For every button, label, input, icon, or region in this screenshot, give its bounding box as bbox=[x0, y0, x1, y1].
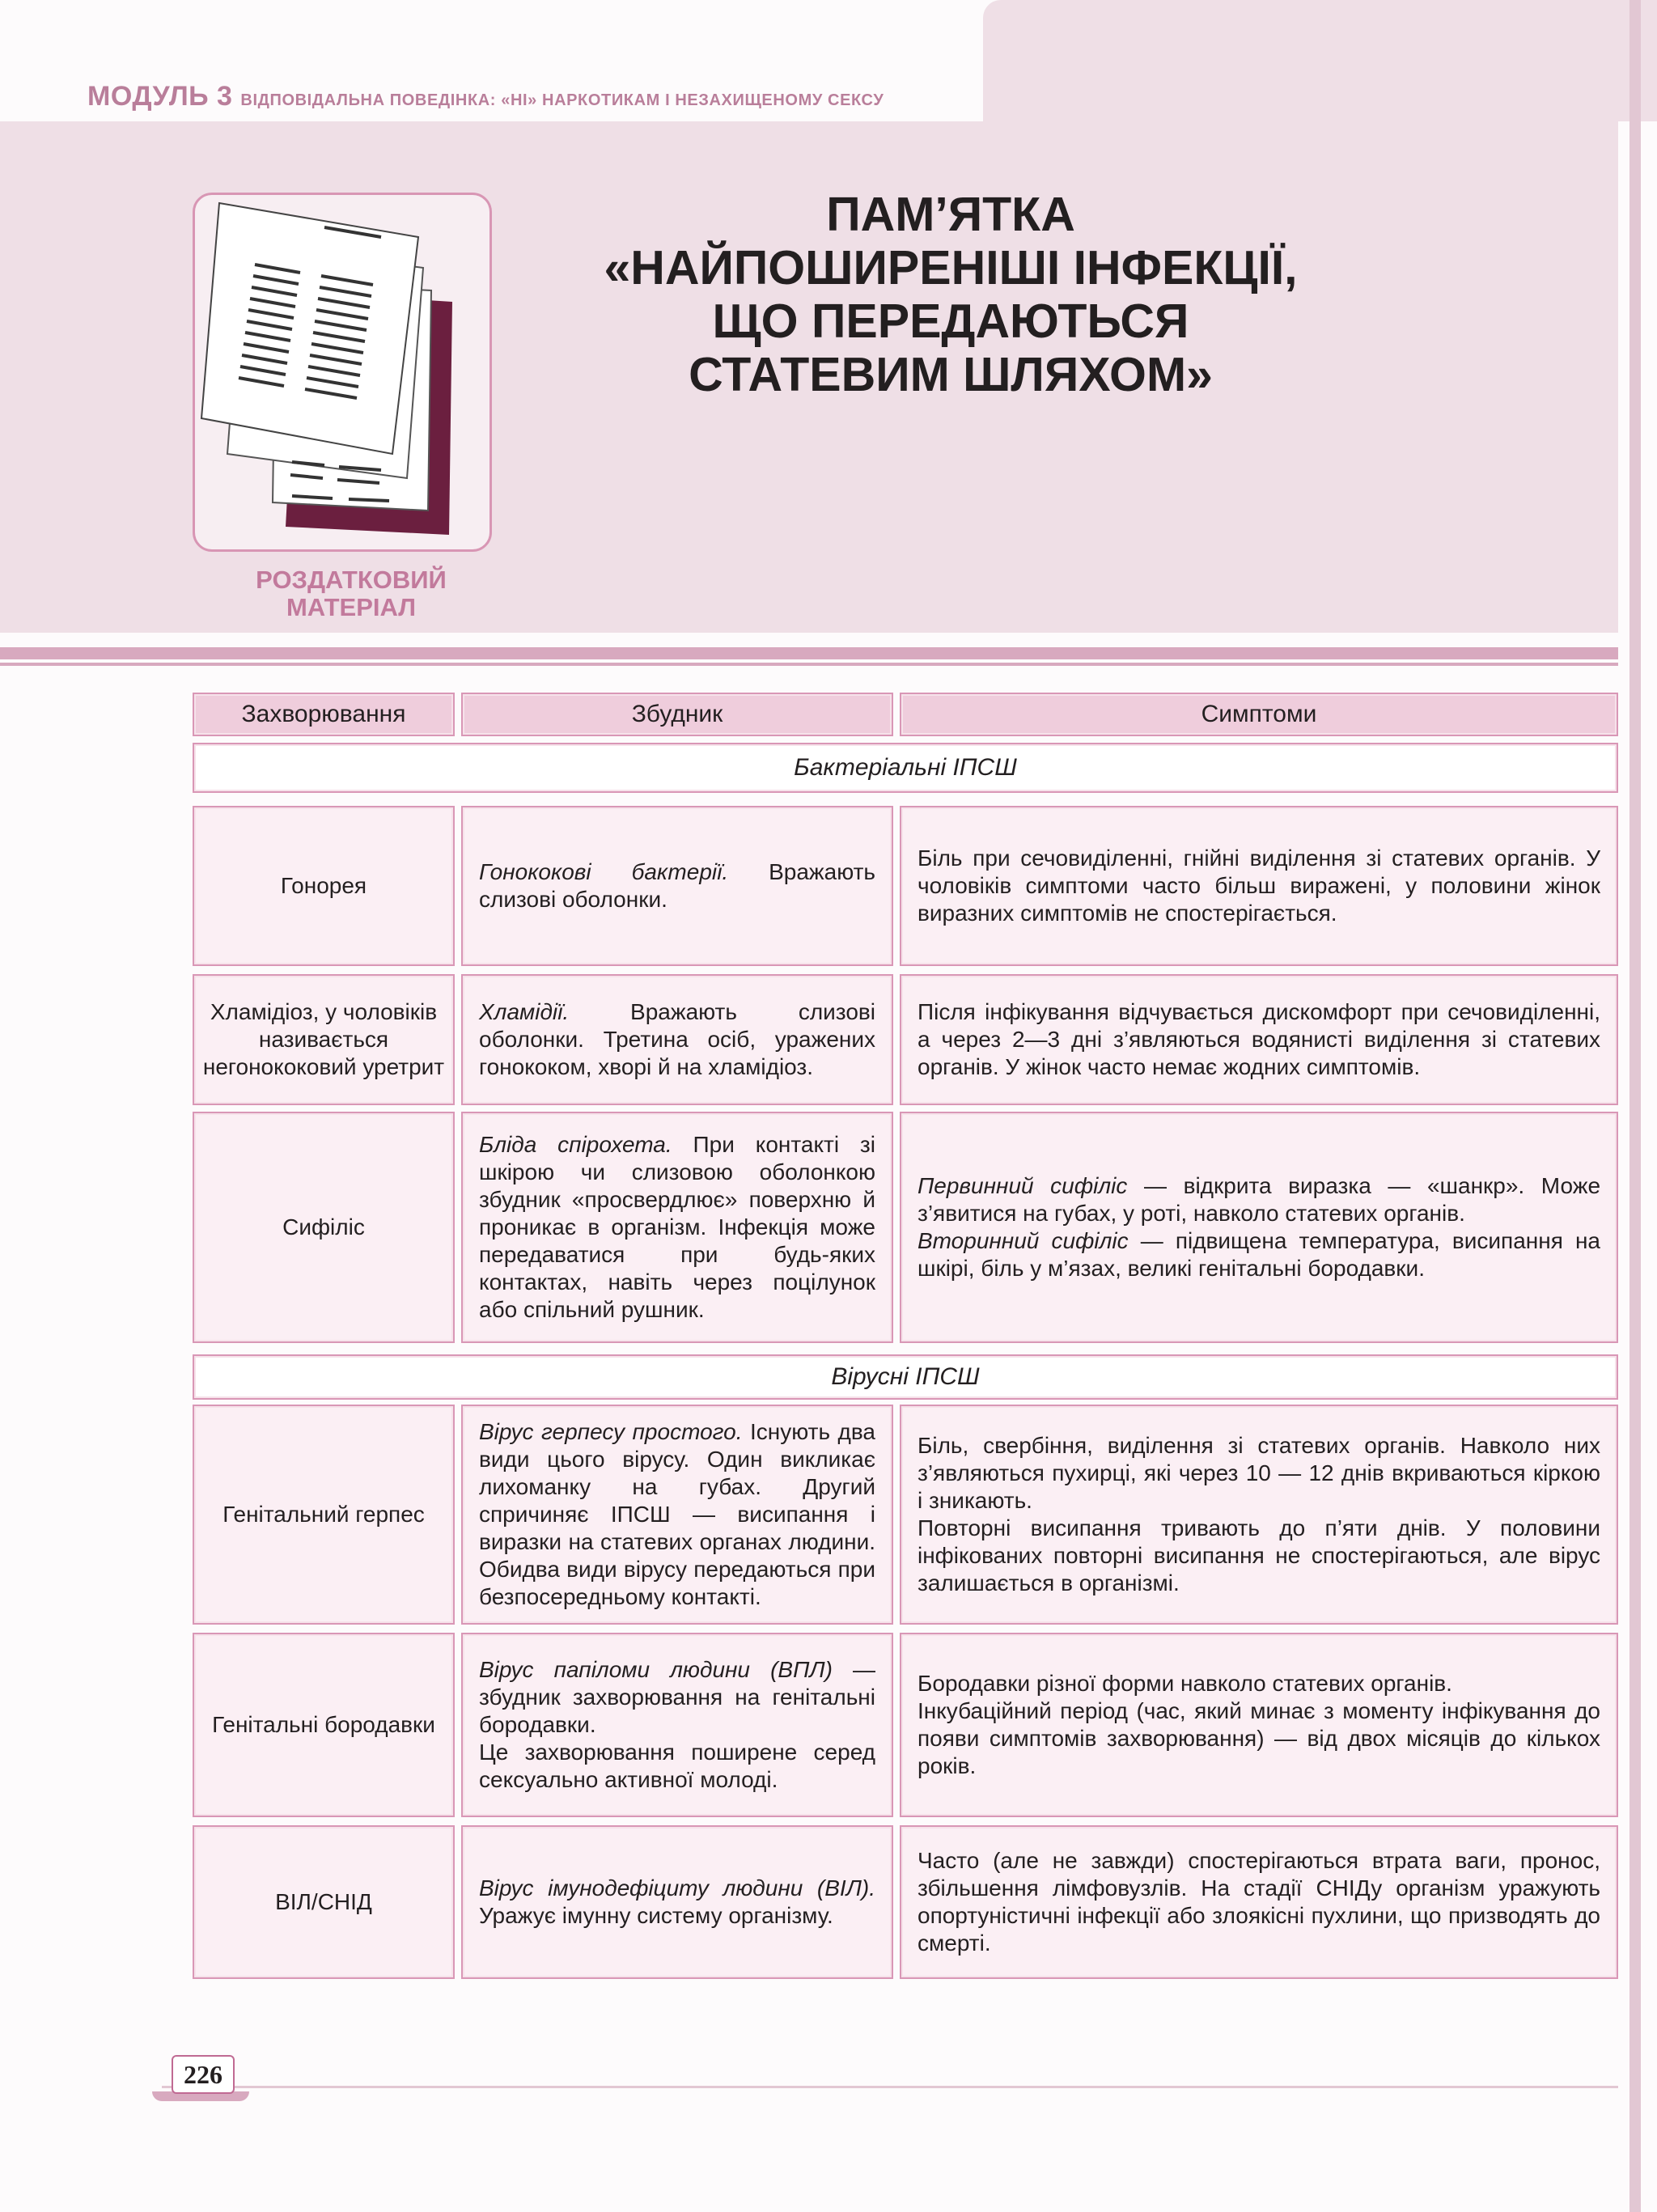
pathogen-name: Вірус імунодефіциту людини (ВІЛ). bbox=[479, 1875, 875, 1901]
header-disease: Захворювання bbox=[193, 693, 455, 736]
table-row-symptoms bbox=[900, 1112, 1618, 1343]
header-symptoms: Симптоми bbox=[900, 693, 1618, 736]
handout-label: РОЗДАТКОВИЙ МАТЕРІАЛ bbox=[256, 566, 447, 621]
page-title bbox=[526, 188, 1375, 401]
symptoms-text: Інкубаційний період (час, який минає з моменту інфікування до появи симптомів захворювання) — від двох місяців до кількох років. bbox=[917, 1698, 1600, 1778]
pathogen-name: Вірус папіломи людини (ВПЛ) bbox=[479, 1657, 833, 1682]
handout-papers-icon bbox=[195, 195, 489, 549]
section-bacterial: Бактеріальні ІПСШ bbox=[193, 743, 1618, 793]
symptoms-text: — відкрита виразка — «шанкр». Може з’явитися на губах, у роті, навколо статевих органів. bbox=[917, 1173, 1601, 1226]
divider-stripes bbox=[0, 647, 1618, 668]
symptoms-text: Біль при сечовиділенні, гнійні виділення зі статевих органів. У чоловіків симптоми часто більш виражені, у половини жінок виразних симптомів не спостерігається. bbox=[917, 845, 1600, 926]
pathogen-text: Існують два види цього вірусу. Один викликає лихоманку на губах. Другий спричиняє ІПСШ — висипання і виразки на статевих органах людини. Обидва види вірусу передаються при безпосередньому контакті. bbox=[479, 1419, 875, 1609]
table-row-pathogen bbox=[461, 1112, 893, 1343]
table-row-pathogen bbox=[461, 1825, 893, 1979]
symptoms-text: — підвищена температура, висипання на шкірі, біль у м’язах, великі генітальні бородавки. bbox=[917, 1228, 1600, 1281]
disease-name: ВІЛ/СНІД bbox=[275, 1889, 372, 1914]
symptoms-text: Біль, свербіння, виділення зі статевих органів. Навколо них з’являються пухирці, які через 10 — 12 днів вкриваються кіркою і зникають. bbox=[917, 1433, 1600, 1513]
table-row-symptoms bbox=[900, 806, 1618, 966]
disease-name: Гонорея bbox=[280, 873, 367, 898]
table-row-disease bbox=[193, 1405, 455, 1625]
symptoms-text: Повторні висипання тривають до п’яти днів. У половини інфікованих повторні висипання не спостерігаються, але вірус залишається в організмі. bbox=[917, 1515, 1600, 1595]
disease-name: Сифіліс bbox=[282, 1214, 365, 1239]
title-line: «НАЙПОШИРЕНІШІ ІНФЕКЦІЇ, bbox=[604, 241, 1298, 295]
pathogen-text: — збудник захворювання на генітальні бородавки. bbox=[479, 1657, 875, 1737]
title-line: ЩО ПЕРЕДАЮТЬСЯ bbox=[712, 295, 1189, 348]
table-row-symptoms bbox=[900, 1633, 1618, 1817]
symptoms-paragraph bbox=[917, 1227, 1600, 1282]
table-row-disease bbox=[193, 1112, 455, 1343]
table-row-disease bbox=[193, 974, 455, 1105]
pathogen-text: Уражує імунну систему організму. bbox=[479, 1903, 833, 1928]
table-row-disease bbox=[193, 806, 455, 966]
header-tab bbox=[983, 0, 1657, 121]
symptoms-text: Бородавки різної форми навколо статевих органів. bbox=[917, 1671, 1452, 1696]
pathogen-text: Це захворювання поширене серед сексуально активної молоді. bbox=[479, 1740, 875, 1792]
module-heading bbox=[87, 81, 884, 112]
handout-icon-frame bbox=[193, 193, 492, 552]
symptoms-text: Після інфікування відчувається дискомфорт при сечовиділенні, а через 2—3 дні з’являються водянисті виділення зі статевих органів. У жінок часто немає жодних симптомів. bbox=[917, 999, 1600, 1079]
symptoms-paragraph bbox=[917, 1172, 1600, 1227]
table-row-pathogen bbox=[461, 1405, 893, 1625]
pathogen-text: Вражають слизові оболонки. bbox=[479, 859, 875, 912]
table-row-symptoms bbox=[900, 1825, 1618, 1979]
symptoms-text: Часто (але не завжди) спостерігаються втрата ваги, пронос, збільшення лімфовузлів. На стадії СНІДу організм уражують опортуністичні інфекції або злоякісні пухлини, що призводять до смерті. bbox=[917, 1848, 1600, 1956]
page-number: 226 bbox=[172, 2055, 235, 2094]
pathogen-paragraph bbox=[479, 1656, 875, 1739]
pathogen-name: Бліда спірохета. bbox=[479, 1132, 672, 1157]
pathogen-name: Вірус герпесу простого. bbox=[479, 1419, 743, 1444]
table-row-pathogen bbox=[461, 1633, 893, 1817]
section-viral: Вірусні ІПСШ bbox=[193, 1354, 1618, 1400]
symptoms-term: Вторинний сифіліс bbox=[917, 1228, 1129, 1253]
footer-line bbox=[162, 2086, 1618, 2088]
table-row-disease bbox=[193, 1825, 455, 1979]
table-row-symptoms bbox=[900, 974, 1618, 1105]
table-row-pathogen bbox=[461, 806, 893, 966]
title-line: СТАТЕВИМ ШЛЯХОМ» bbox=[689, 348, 1213, 401]
disease-name: Генітальні бородавки bbox=[212, 1712, 435, 1737]
table-row-disease bbox=[193, 1633, 455, 1817]
pathogen-text: Вражають слизові оболонки. Третина осіб, уражених гонококом, хворі й на хламідіоз. bbox=[479, 999, 875, 1079]
pathogen-name: Гонококові бактерії. bbox=[479, 859, 729, 884]
symptoms-term: Первинний сифіліс bbox=[917, 1173, 1128, 1198]
header-pathogen: Збудник bbox=[461, 693, 893, 736]
module-number: МОДУЛЬ 3 bbox=[87, 81, 233, 112]
table-row-pathogen bbox=[461, 974, 893, 1105]
pathogen-name: Хламідії. bbox=[479, 999, 570, 1024]
module-subtitle: ВІДПОВІДАЛЬНА ПОВЕДІНКА: «НІ» НАРКОТИКАМ І НЕЗАХИЩЕНОМУ СЕКСУ bbox=[240, 91, 884, 109]
table-row-symptoms bbox=[900, 1405, 1618, 1625]
right-margin-bar bbox=[1629, 0, 1641, 2212]
disease-name: Генітальний герпес bbox=[222, 1502, 425, 1527]
disease-name: Хламідіоз, у чоловіків називається негонококовий уретрит bbox=[202, 999, 445, 1079]
pathogen-text: При контакті зі шкірою чи слизовою оболонкою збудник «просвердлює» поверхню й проникає в організм. Інфекція може передаватися при будь-яких контактах, навіть через поцілунок або спільний рушник. bbox=[479, 1132, 875, 1322]
title-line: ПАМ’ЯТКА bbox=[826, 188, 1075, 241]
